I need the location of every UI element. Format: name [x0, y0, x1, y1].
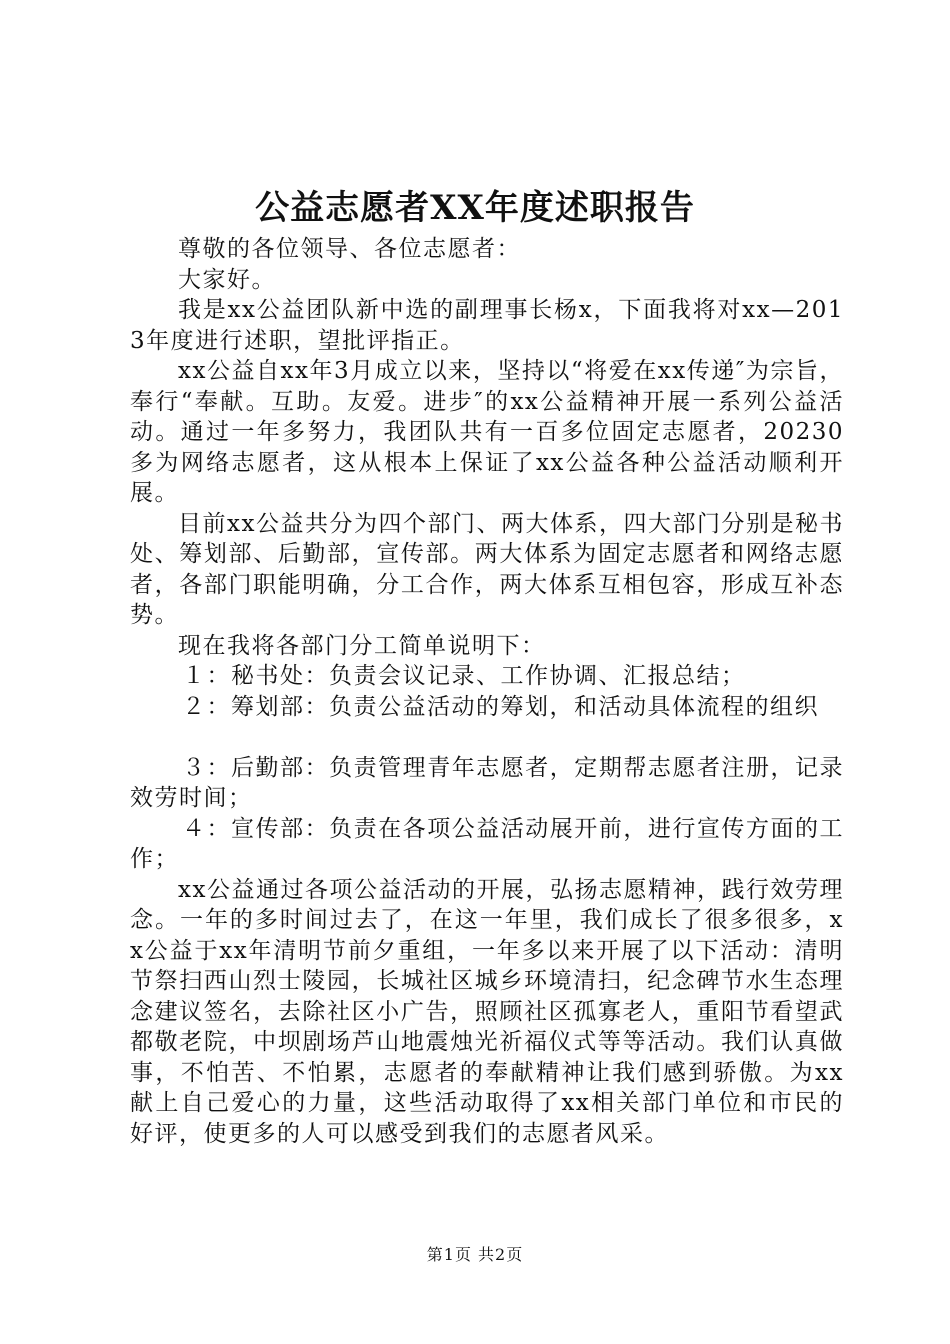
greeting: 大家好。	[178, 266, 276, 293]
division-item-publicity: ４：宣传部：负责在各项公益活动展开前，进行宣传方面的工作；	[130, 815, 844, 872]
division-intro: 现在我将各部门分工简单说明下：	[178, 632, 546, 659]
salutation: 尊敬的各位领导、各位志愿者：	[178, 236, 521, 262]
document-title: 公益志愿者XX年度述职报告	[255, 188, 695, 228]
page-footer: 第1页 共2页	[426, 1245, 524, 1264]
activities-paragraph: xx公益通过各项公益活动的开展，弘扬志愿精神，践行效劳理念。一年的多时间过去了，在这一年里，我们成长了很多很多，xx公益于xx年清明节前夕重组，一年多以来开展了以下活动：清明节祭扫西山烈士陵园，长城社区城乡环境清扫，纪念碑节水生态理念建议签名，去除社区小广告，照顾社区孤寡老人，重阳节看望武都敬老院，中坝剧场芦山地震烛光祈福仪式等等活动。我们认真做事，不怕苦、不怕累，志愿者的奉献精神让我们感到骄傲。为xx献上自己爱心的力量，这些活动取得了xx相关部门单位和市民的好评，使更多的人可以感受到我们的志愿者风采。	[130, 876, 844, 1147]
document-body	[130, 234, 844, 1149]
structure-paragraph: 目前xx公益共分为四个部门、两大体系，四大部门分别是秘书处、筹划部、后勤部，宣传部。两大体系为固定志愿者和网络志愿者，各部门职能明确，分工合作，两大体系互相包容，形成互补态势。	[130, 510, 844, 628]
intro-paragraph: 我是xx公益团队新中选的副理事长杨x，下面我将对xx—201 3年度进行述职，望批评指正。	[130, 297, 844, 354]
division-item-secretariat: １：秘书处：负责会议记录、工作协调、汇报总结；	[182, 663, 746, 689]
background-paragraph: xx公益自xx年3月成立以来，坚持以“将爱在xx传递″为宗旨，奉行“奉献。互助。友爱。进步″的xx公益精神开展一系列公益活动。通过一年多努力，我团队共有一百多位固定志愿者，20230多为网络志愿者，这从根本上保证了xx公益各种公益活动顺利开展。	[130, 358, 844, 506]
division-item-logistics: ３：后勤部：负责管理青年志愿者，定期帮志愿者注册，记录效劳时间；	[130, 754, 844, 811]
division-item-planning: ２：筹划部：负责公益活动的筹划，和活动具体流程的组织	[182, 693, 819, 720]
